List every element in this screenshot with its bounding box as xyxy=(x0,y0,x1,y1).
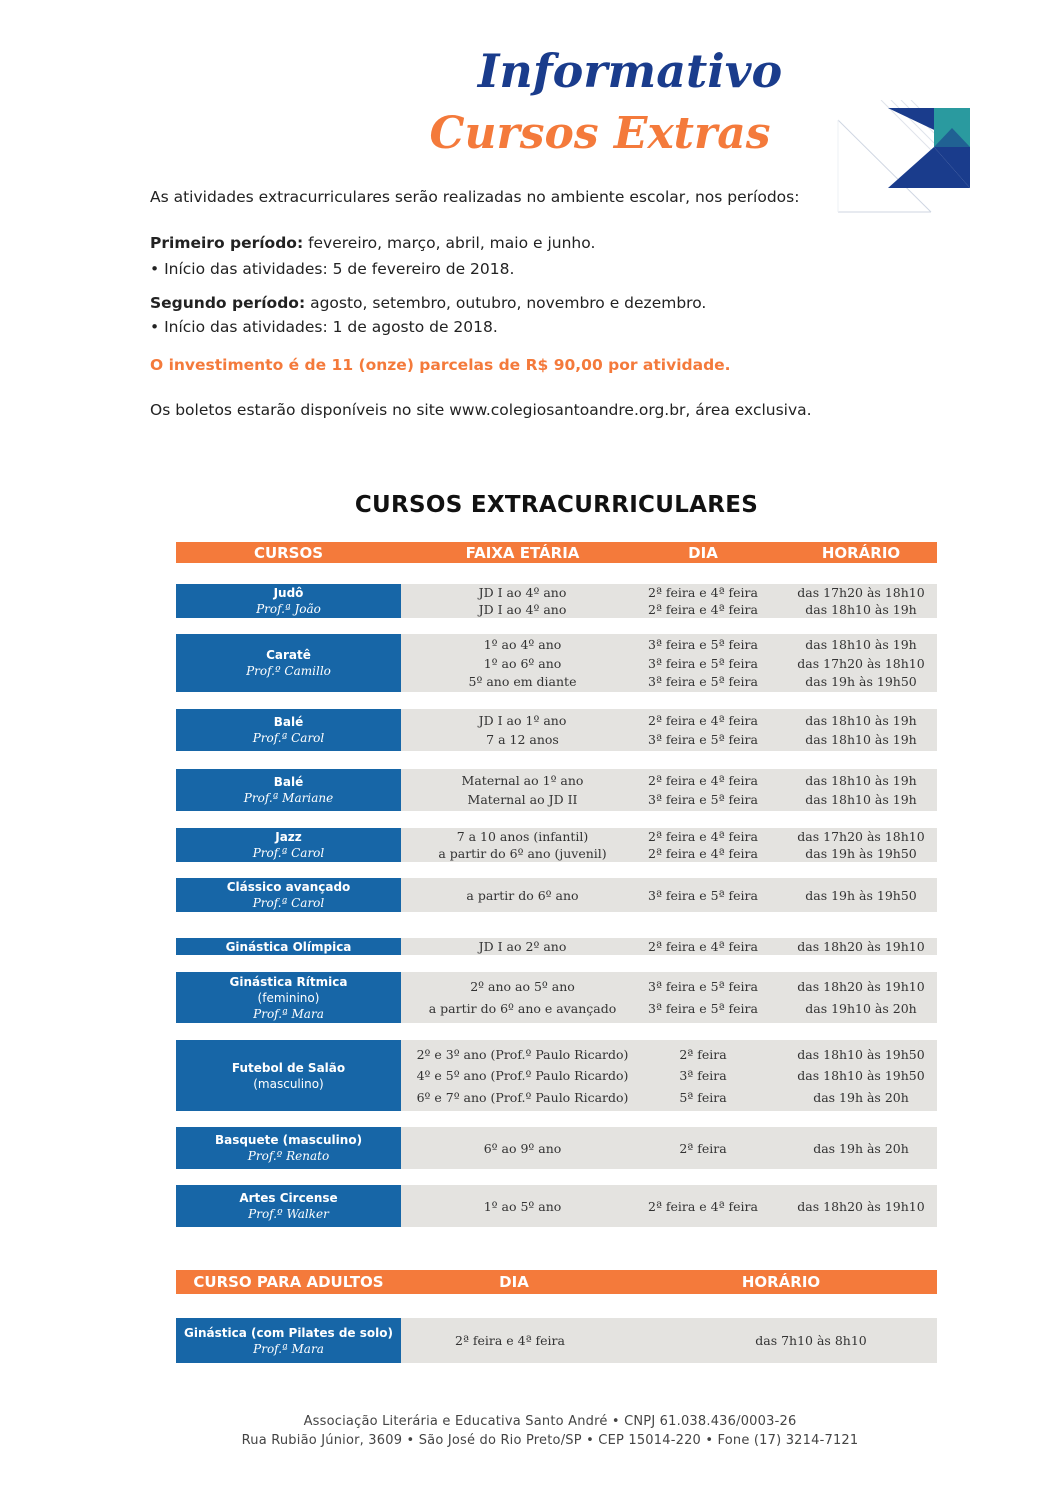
course-day: 2ª feira e 4ª feira xyxy=(648,773,758,788)
course-day: 3ª feira e 5ª feira xyxy=(648,637,758,653)
course-name-cell xyxy=(176,828,401,862)
course-age: Maternal ao JD II xyxy=(467,792,578,807)
course-day: 3ª feira e 5ª feira xyxy=(648,673,758,689)
course-row xyxy=(176,1185,937,1227)
course-name: Artes Circense xyxy=(239,1191,338,1205)
course-time: das 18h10 às 19h xyxy=(805,732,917,747)
period2-line xyxy=(150,294,706,312)
course-day-col xyxy=(637,878,769,912)
course-name: Ginástica Rítmica xyxy=(229,974,348,989)
course-prof: Prof.ª Carol xyxy=(252,896,325,910)
course-time-col xyxy=(781,1040,941,1111)
course-name-cell xyxy=(176,709,401,751)
course-row xyxy=(176,1040,937,1111)
header-dia: DIA xyxy=(688,544,718,562)
course-time: das 18h10 às 19h xyxy=(805,637,917,653)
footer-line2: Rua Rubião Júnior, 3609 • São José do Rio Preto/SP • CEP 15014-220 • Fone (17) 3214-7121 xyxy=(241,1433,859,1448)
courses-section-title: CURSOS EXTRACURRICULARES xyxy=(354,492,759,518)
course-time: das 19h às 20h xyxy=(813,1140,909,1156)
course-name: Judô xyxy=(273,586,304,600)
course-time: das 19h às 19h50 xyxy=(805,845,917,861)
course-day: 2ª feira e 4ª feira xyxy=(648,585,758,601)
course-prof: Prof.º Renato xyxy=(247,1149,330,1163)
course-time-col xyxy=(781,584,941,618)
course-age: JD I ao 2º ano xyxy=(478,939,567,954)
course-extra: (masculino) xyxy=(253,1076,324,1091)
course-age: 1º ao 5º ano xyxy=(483,1198,562,1214)
course-age: 2º ano ao 5º ano xyxy=(470,979,575,994)
course-time: das 18h20 às 19h10 xyxy=(797,979,925,994)
course-time: das 17h20 às 18h10 xyxy=(797,655,925,671)
course-cells xyxy=(401,1185,937,1227)
course-age-col xyxy=(401,1185,644,1227)
course-day: 3ª feira e 5ª feira xyxy=(648,979,758,994)
course-row xyxy=(176,584,937,618)
period2-label: Segundo período: xyxy=(150,294,306,312)
course-age-col xyxy=(401,878,644,912)
course-time: das 19h às 19h50 xyxy=(805,887,917,903)
course-name-cell xyxy=(176,769,401,811)
course-time: das 18h10 às 19h50 xyxy=(797,1068,925,1083)
course-time-col xyxy=(781,878,941,912)
course-time: das 19h às 20h xyxy=(813,1089,909,1105)
course-day: 3ª feira e 5ª feira xyxy=(648,655,758,671)
course-cells xyxy=(401,709,937,751)
course-age-col xyxy=(401,634,644,692)
course-day-col xyxy=(637,938,769,955)
course-extra: (feminino) xyxy=(257,990,320,1005)
course-time: das 19h às 19h50 xyxy=(805,673,917,689)
course-time: das 18h10 às 19h xyxy=(805,792,917,807)
course-day-col xyxy=(637,828,769,862)
course-row xyxy=(176,938,937,955)
adults-course-name-cell xyxy=(176,1318,401,1363)
course-age-col xyxy=(401,584,644,618)
course-time-col xyxy=(781,634,941,692)
course-cells xyxy=(401,1127,937,1169)
course-name: Basquete (masculino) xyxy=(214,1133,363,1147)
course-age-col xyxy=(401,709,644,751)
period1-label: Primeiro período: xyxy=(150,234,304,252)
course-name: Balé xyxy=(273,715,304,729)
course-day: 2ª feira xyxy=(679,1046,727,1062)
course-age: a partir do 6º ano e avançado xyxy=(428,1001,617,1016)
course-prof: Prof.º Camillo xyxy=(246,664,331,678)
course-row xyxy=(176,769,937,811)
course-day: 3ª feira e 5ª feira xyxy=(648,732,758,747)
course-prof: Prof.ª Carol xyxy=(252,731,325,745)
course-day-col xyxy=(637,709,769,751)
course-cells xyxy=(401,584,937,618)
courses-table-header xyxy=(176,542,937,563)
course-name-cell xyxy=(176,1185,401,1227)
course-row xyxy=(176,634,937,692)
course-time: das 19h10 às 20h xyxy=(805,1001,917,1016)
course-day: 3ª feira xyxy=(679,1068,727,1083)
course-age: 5º ano em diante xyxy=(468,673,577,689)
course-cells xyxy=(401,828,937,862)
course-name-cell xyxy=(176,584,401,618)
course-age-col xyxy=(401,972,644,1023)
course-age: 4º e 5º ano (Prof.º Paulo Ricardo) xyxy=(416,1068,629,1083)
course-time: das 18h10 às 19h xyxy=(805,601,917,617)
course-age: 1º ao 6º ano xyxy=(483,655,562,671)
header-cursos: CURSOS xyxy=(253,544,324,562)
course-name-cell xyxy=(176,634,401,692)
period2-start: • Início das atividades: 1 de agosto de 2018. xyxy=(150,318,498,336)
course-time-col xyxy=(781,1185,941,1227)
course-name: Futebol de Salão xyxy=(231,1060,346,1075)
course-day: 3ª feira e 5ª feira xyxy=(648,887,758,903)
course-cells xyxy=(401,938,937,955)
course-cells xyxy=(401,972,937,1023)
course-name-cell xyxy=(176,1040,401,1111)
title-cursos-extras: Cursos Extras xyxy=(429,108,771,159)
boletos-note: Os boletos estarão disponíveis no site www.colegiosantoandre.org.br, área exclusiva. xyxy=(150,401,812,419)
course-cells xyxy=(401,1040,937,1111)
decorative-geometric-logo xyxy=(836,100,976,216)
header-horario: HORÁRIO xyxy=(821,544,901,562)
header-adultos-horario: HORÁRIO xyxy=(741,1273,821,1291)
course-age: 2º e 3º ano (Prof.º Paulo Ricardo) xyxy=(416,1046,629,1062)
course-day: 2ª feira e 4ª feira xyxy=(648,713,758,728)
course-prof: Prof.ª Carol xyxy=(252,846,325,860)
adults-day: 2ª feira e 4ª feira xyxy=(455,1333,565,1348)
course-age-col xyxy=(401,938,644,955)
adults-cells xyxy=(401,1318,937,1363)
course-time-col xyxy=(781,972,941,1023)
course-row xyxy=(176,709,937,751)
course-day: 3ª feira e 5ª feira xyxy=(648,1001,758,1016)
adults-table-header xyxy=(176,1270,937,1294)
period1-months: fevereiro, março, abril, maio e junho. xyxy=(303,234,596,252)
adults-day-col xyxy=(401,1318,619,1363)
intro-lead: As atividades extracurriculares serão realizadas no ambiente escolar, nos períodos: xyxy=(150,188,800,206)
period1-line xyxy=(150,234,595,252)
course-day: 2ª feira e 4ª feira xyxy=(648,939,758,954)
course-name: Balé xyxy=(273,775,304,789)
adults-row xyxy=(176,1318,937,1363)
course-time: das 18h20 às 19h10 xyxy=(797,939,925,954)
course-time: das 18h20 às 19h10 xyxy=(797,1198,925,1214)
course-time: das 18h10 às 19h xyxy=(805,773,917,788)
course-time: das 18h10 às 19h xyxy=(805,713,917,728)
course-day: 2ª feira e 4ª feira xyxy=(648,845,758,861)
course-age: 7 a 12 anos xyxy=(486,732,559,747)
investment-note: O investimento é de 11 (onze) parcelas de R$ 90,00 por atividade. xyxy=(150,356,731,374)
course-row xyxy=(176,878,937,912)
course-name: Clássico avançado xyxy=(226,880,351,894)
course-day: 5ª feira xyxy=(679,1089,727,1105)
footer-line1: Associação Literária e Educativa Santo André • CNPJ 61.038.436/0003-26 xyxy=(303,1414,797,1429)
course-age-col xyxy=(401,1040,644,1111)
course-cells xyxy=(401,634,937,692)
course-time-col xyxy=(781,938,941,955)
course-age: JD I ao 1º ano xyxy=(478,713,567,728)
course-age: 6º e 7º ano (Prof.º Paulo Ricardo) xyxy=(416,1089,629,1105)
course-day-col xyxy=(637,1127,769,1169)
course-name-cell xyxy=(176,1127,401,1169)
course-prof: Prof.ª João xyxy=(256,602,321,616)
course-time: das 18h10 às 19h50 xyxy=(797,1046,925,1062)
course-prof: Prof.º Walker xyxy=(248,1207,329,1221)
course-time-col xyxy=(781,769,941,811)
header-curso-adultos: CURSO PARA ADULTOS xyxy=(193,1273,384,1291)
course-day-col xyxy=(637,1185,769,1227)
course-time-col xyxy=(781,709,941,751)
course-day: 2ª feira e 4ª feira xyxy=(648,829,758,845)
adults-time-col xyxy=(661,1318,961,1363)
period2-months: agosto, setembro, outubro, novembro e dezembro. xyxy=(305,294,707,312)
adults-course-prof: Prof.ª Mara xyxy=(253,1341,324,1356)
course-day-col xyxy=(637,972,769,1023)
course-age-col xyxy=(401,1127,644,1169)
course-day: 2ª feira e 4ª feira xyxy=(648,1198,758,1214)
course-prof: Prof.ª Mara xyxy=(253,1006,324,1021)
course-name-cell xyxy=(176,938,401,955)
course-cells xyxy=(401,769,937,811)
course-time-col xyxy=(781,1127,941,1169)
course-prof: Prof.ª Mariane xyxy=(243,791,334,805)
course-age: a partir do 6º ano (juvenil) xyxy=(438,845,607,861)
adults-time: das 7h10 às 8h10 xyxy=(755,1333,867,1348)
course-age: 1º ao 4º ano xyxy=(483,637,562,653)
period1-start: • Início das atividades: 5 de fevereiro de 2018. xyxy=(150,260,515,278)
course-day-col xyxy=(637,584,769,618)
course-age: JD I ao 4º ano xyxy=(478,585,567,601)
title-informativo: Informativo xyxy=(477,44,783,98)
adults-course-name: Ginástica (com Pilates de solo) xyxy=(184,1325,393,1340)
course-time: das 17h20 às 18h10 xyxy=(797,829,925,845)
course-row xyxy=(176,828,937,862)
course-row xyxy=(176,972,937,1023)
course-row xyxy=(176,1127,937,1169)
course-age: 7 a 10 anos (infantil) xyxy=(456,829,589,845)
course-age: a partir do 6º ano xyxy=(466,887,579,903)
course-cells xyxy=(401,878,937,912)
course-age: JD I ao 4º ano xyxy=(478,601,567,617)
course-name-cell xyxy=(176,878,401,912)
header-adultos-dia: DIA xyxy=(499,1273,529,1291)
course-age: Maternal ao 1º ano xyxy=(461,773,584,788)
course-name: Jazz xyxy=(275,830,302,844)
course-name: Ginástica Olímpica xyxy=(225,939,352,954)
course-day: 3ª feira e 5ª feira xyxy=(648,792,758,807)
course-age-col xyxy=(401,769,644,811)
course-name-cell xyxy=(176,972,401,1023)
course-time-col xyxy=(781,828,941,862)
course-name: Caratê xyxy=(266,648,311,662)
course-day: 2ª feira e 4ª feira xyxy=(648,601,758,617)
course-day-col xyxy=(637,1040,769,1111)
course-age: 6º ao 9º ano xyxy=(483,1140,562,1156)
course-age-col xyxy=(401,828,644,862)
course-time: das 17h20 às 18h10 xyxy=(797,585,925,601)
header-faixa-etaria: FAIXA ETÁRIA xyxy=(465,544,580,562)
course-day-col xyxy=(637,634,769,692)
course-day: 2ª feira xyxy=(679,1140,727,1156)
course-day-col xyxy=(637,769,769,811)
